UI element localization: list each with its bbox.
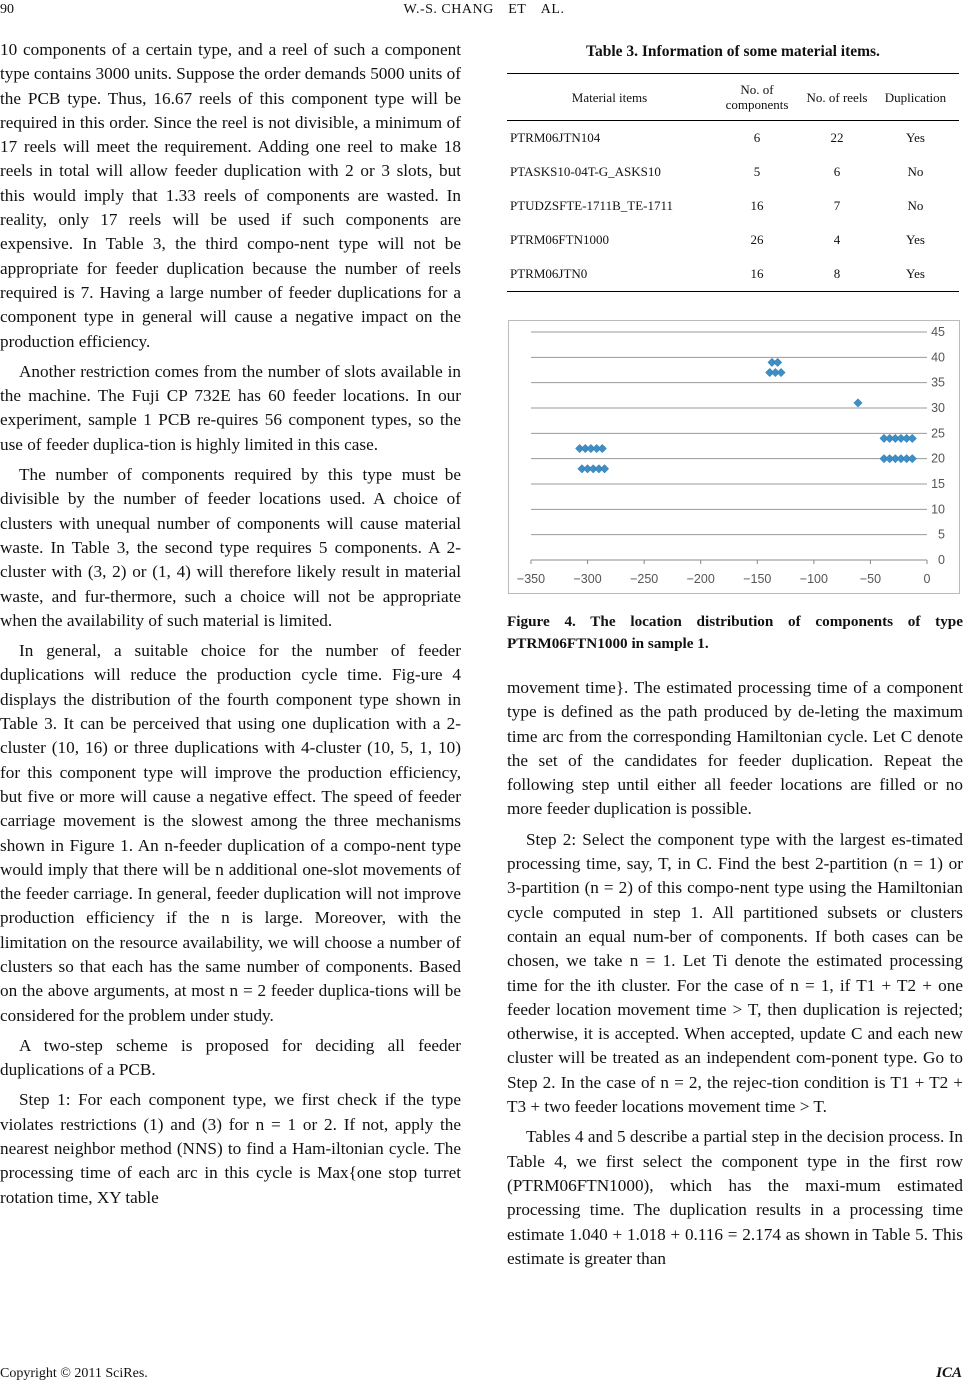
y-tick-label: 15 (931, 477, 945, 491)
data-point (598, 444, 606, 452)
y-tick-label: 35 (931, 375, 945, 390)
y-tick-label: 10 (931, 502, 945, 517)
table-header-row (507, 74, 959, 121)
table-cell: PTUDZSFTE-1711B_TE-1711 (510, 198, 673, 213)
paragraph: Another restriction comes from the number of slots available in the machine. The Fuji CP 732E has 60 feeder locations. In our experiment, sample 1 PCB re-quires 56 component types, so the use of feeder duplica-tion is highly limited in this case. (0, 361, 461, 454)
x-tick-label: −50 (859, 572, 882, 586)
x-tick-label: −100 (799, 572, 828, 586)
paragraph: A two-step scheme is proposed for deciding all feeder duplications of a PCB. (0, 1035, 461, 1080)
table-cell: PTRM06JTN104 (510, 130, 601, 145)
table-cell: No (907, 164, 924, 179)
material-table (507, 73, 959, 292)
x-tick-label: −200 (686, 572, 715, 586)
y-tick-label: 0 (938, 553, 945, 567)
table-cell: PTRM06FTN1000 (510, 232, 609, 247)
table-cell: 6 (833, 164, 841, 179)
table-header: No. of components (712, 74, 802, 121)
paragraph: Step 1: For each component type, we first check if the type violates restrictions (1) and (3) for n = 1 or 2. If not, apply the nearest neighbor method (NNS) to find a Ham-iltonian cycle. The processing time of each arc in this cycle is Max{one stop turret rotation time, XY table (0, 1090, 461, 1207)
y-tick-label: 30 (931, 401, 945, 415)
data-point (908, 434, 916, 442)
paragraph: Step 2: Select the component type with the largest es-timated processing time, say, T, in C. Find the best 2-partition (n = 1) or 3-partition (n = 2) of this compo-nent type using the Hamiltonian cycle computed in step 1. All partitioned subsets or clusters contain an equal num-ber of components. If both cases can be chosen, we take n = 1. Let Ti denote the estimated processing time for the ith cluster. For the case of n = 1, if T1 + T2 + one feeder location movement time > T, then duplication is rejected; otherwise, it is accepted. When accepted, update C and each new cluster will be treated as an independent com-ponent type. Go to Step 2. In the case of n = 2, the rejec-tion condition is T1 + T2 + T3 + two feeder locations movement time > T. (507, 829, 963, 1117)
table-cell: 16 (750, 198, 764, 213)
table-cell: PTASKS10-04T-G_ASKS10 (510, 164, 661, 179)
table-row (507, 121, 959, 156)
x-tick-label: −350 (516, 572, 546, 586)
y-tick-label: 40 (931, 350, 945, 365)
paragraph: The number of components required by this type must be divisible by the number of feeder locations used. A choice of clusters with unequal number of components will cause material waste. In Table 3, the second type requires 5 components. A 2-cluster with (3, 2) or (1, 4) will therefore likely result in material waste, and fur-thermore, such a choice will not be appropriate when the availability of such material is limited. (0, 465, 461, 630)
journal-name: ICA (936, 1365, 962, 1381)
table-cell: 5 (753, 164, 761, 179)
table-cell: 26 (750, 232, 764, 247)
table-cell: Yes (872, 257, 959, 292)
table-row (507, 155, 959, 189)
table-header: No. of reels (802, 74, 872, 121)
scatter-chart (508, 320, 960, 594)
paragraph: movement time}. The estimated processing time of a component type is defined as the path produced by de-leting the maximum time arc from the corresponding Hamiltonian cycle. Let C denote the set of the candidates for feeder duplication. Repeat the following step until either all feeder locations are filled or no more feeder duplication is possible. (507, 678, 963, 819)
table-cell: Yes (906, 130, 925, 145)
table-cell: 22 (830, 130, 844, 145)
data-point (777, 368, 785, 376)
page-number: 90 (0, 2, 14, 17)
table-row (507, 223, 959, 257)
table-cell: 6 (753, 130, 761, 145)
paragraph: 10 components of a certain type, and a reel of such a component type contains 3000 units. Suppose the order demands 5000 units of the PCB type. Thus, 16.67 reels of this component type will be required in this order. Since the reel is not divisible, a minimum of 17 reels will meet the requirement. Adding one reel to make 18 reels in total will allow feeder duplication with 2 or 3 slots, but this would imply that 1.33 reels of components are wasted. In reality, only 17 reels will be used if such components are expensive. In Table 3, the third compo-nent type will not be appropriate for feeder duplication because the number of reels required is 7. Having a large number of feeder duplications for a component type in general will cause a negative impact on the production efficiency. (0, 40, 461, 351)
figure-caption: Figure 4. The location distribution of components of type PTRM06FTN1000 in sample 1. (507, 613, 963, 652)
y-tick-label: 5 (938, 527, 945, 542)
table-row (507, 189, 959, 223)
data-point (854, 399, 862, 407)
paragraph: Tables 4 and 5 describe a partial step in the decision process. In Table 4, we first select the component type in the first row (PTRM06FTN1000), which has the maxi-mum estimated processing time. The duplication results in a processing time estimate 1.040 + 1.018 + 0.116 = 2.174 as shown in Table 5. This estimate is greater than (507, 1127, 963, 1268)
x-tick-label: −250 (630, 572, 659, 586)
copyright: Copyright © 2011 SciRes. (0, 1366, 148, 1381)
data-point (773, 358, 781, 366)
x-tick-label: −150 (743, 572, 772, 586)
table-cell: PTRM06JTN0 (507, 257, 712, 292)
x-tick-label: 0 (923, 572, 931, 586)
chart-svg (509, 321, 959, 593)
paragraph: In general, a suitable choice for the number of feeder duplications will reduce the production cycle time. Fig-ure 4 displays the distribution of the fourth component type shown in Table 3. It can be perceived that using one duplication with a 2-cluster (10, 16) or three duplications with 4-cluster (10, 5, 1, 10) for this component type will improve the production efficiency, but five or more will cause a negative effect. The speed of feeder carriage movement is the slowest among the three mechanisms shown in Figure 1. An n-feeder duplication of a compo-nent type would imply that there will be n additional one-slot movements of the feeder carriage. In general, feeder duplication will not improve production efficiency if the n is large. Moreover, with the limitation on the resource availability, we will choose a number of clusters so that each has the same number of components. Based on the above arguments, at most n = 2 feeder duplica-tions will be considered for the problem under study. (0, 641, 461, 1025)
table-cell: 7 (833, 198, 841, 213)
table-row (507, 257, 959, 292)
table-header: Material items (507, 74, 712, 121)
x-tick-label: −300 (573, 572, 602, 586)
table-cell: 4 (833, 232, 841, 247)
table-cell: Yes (906, 232, 925, 247)
y-tick-label: 20 (931, 451, 945, 466)
table-header: Duplication (872, 74, 959, 121)
y-tick-label: 25 (931, 426, 945, 441)
running-header: W.-S. CHANG ET AL. (403, 2, 565, 17)
table-cell: 8 (802, 257, 872, 292)
table-cell: 16 (712, 257, 802, 292)
right-column (507, 676, 963, 1277)
table-title: Table 3. Information of some material items. (586, 43, 880, 60)
table-cell: No (907, 198, 924, 213)
y-tick-label: 45 (931, 325, 945, 339)
data-point (600, 465, 608, 473)
data-point (908, 454, 916, 462)
left-column (0, 38, 461, 1216)
